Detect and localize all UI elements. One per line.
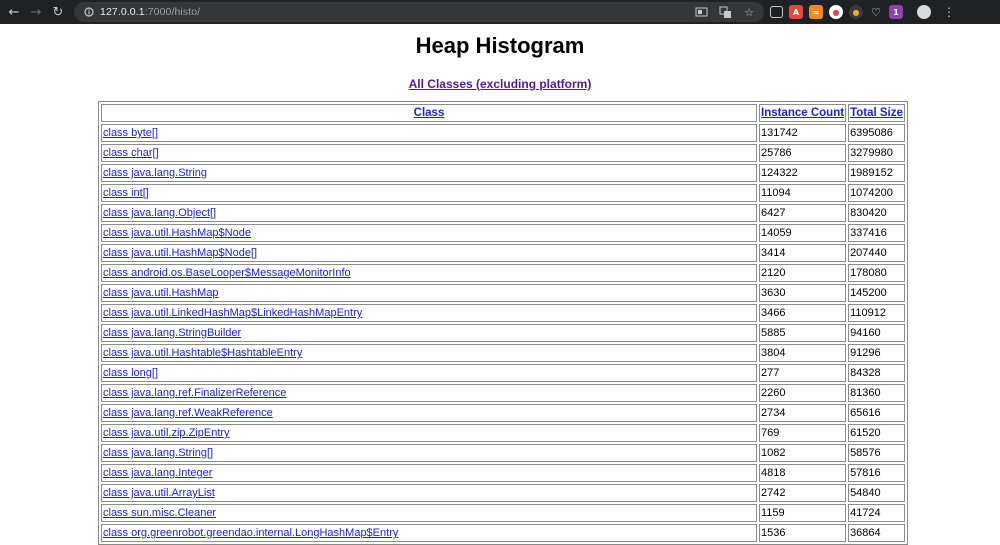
reload-icon[interactable]: ↻ (52, 4, 64, 20)
table-row (101, 404, 905, 422)
class-link[interactable]: class java.util.HashMap (103, 287, 219, 299)
instance-count-cell: 1082 (759, 444, 846, 462)
class-cell (101, 124, 757, 142)
url-path: :7000/histo/ (144, 6, 201, 18)
class-link[interactable]: class java.util.LinkedHashMap$LinkedHashMapEntry (103, 307, 363, 319)
address-bar[interactable] (74, 2, 764, 22)
table-row (101, 384, 905, 402)
instance-count-cell: 5885 (759, 324, 846, 342)
instance-count-cell: 2742 (759, 484, 846, 502)
total-size-cell: 145200 (848, 284, 905, 302)
class-cell (101, 164, 757, 182)
class-link[interactable]: class android.os.BaseLooper$MessageMonitorInfo (103, 267, 351, 279)
table-row (101, 484, 905, 502)
class-cell (101, 244, 757, 262)
instance-count-cell: 2120 (759, 264, 846, 282)
table-row (101, 364, 905, 382)
total-size-cell: 178080 (848, 264, 905, 282)
class-cell (101, 404, 757, 422)
total-size-cell: 207440 (848, 244, 905, 262)
class-cell (101, 384, 757, 402)
total-size-cell: 58576 (848, 444, 905, 462)
total-size-cell: 41724 (848, 504, 905, 522)
total-size-cell: 61520 (848, 424, 905, 442)
extensions-bar (770, 0, 953, 24)
class-link[interactable]: class org.greenrobot.greendao.internal.LongHashMap$Entry (103, 527, 399, 539)
total-size-cell: 110912 (848, 304, 905, 322)
table-row (101, 284, 905, 302)
browser-toolbar (0, 0, 1000, 24)
class-link[interactable]: class java.lang.Integer (103, 467, 213, 479)
class-link[interactable]: class java.util.Hashtable$HashtableEntry (103, 347, 303, 359)
instance-count-cell: 11094 (759, 184, 846, 202)
class-link[interactable]: class java.lang.Object[] (103, 207, 217, 219)
table-row (101, 204, 905, 222)
total-size-cell: 36864 (848, 524, 905, 542)
column-header-instance-count[interactable] (759, 104, 846, 122)
class-link[interactable]: class int[] (103, 187, 149, 199)
sort-by-count-link[interactable]: Instance Count (761, 107, 845, 119)
translate-icon[interactable] (718, 5, 732, 19)
instance-count-cell: 1536 (759, 524, 846, 542)
class-link[interactable]: class java.lang.ref.WeakReference (103, 407, 273, 419)
class-link[interactable]: class byte[] (103, 127, 159, 139)
total-size-cell: 1074200 (848, 184, 905, 202)
total-size-cell: 3279980 (848, 144, 905, 162)
total-size-cell: 65616 (848, 404, 905, 422)
total-size-cell: 81360 (848, 384, 905, 402)
table-row (101, 264, 905, 282)
ext-icon[interactable]: ♡ (869, 5, 883, 19)
url-text[interactable] (100, 6, 200, 18)
subtitle (0, 77, 1000, 91)
back-icon[interactable]: ← (8, 4, 20, 20)
table-row (101, 324, 905, 342)
class-link[interactable]: class java.lang.String[] (103, 447, 214, 459)
class-cell (101, 504, 757, 522)
rss-icon[interactable]: ≈ (809, 5, 823, 19)
instance-count-cell: 277 (759, 364, 846, 382)
page-title: Heap Histogram (415, 33, 585, 58)
class-cell (101, 464, 757, 482)
total-size-cell: 57816 (848, 464, 905, 482)
table-row (101, 304, 905, 322)
table-row (101, 524, 905, 542)
class-link[interactable]: class char[] (103, 147, 159, 159)
class-link[interactable]: class sun.misc.Cleaner (103, 507, 217, 519)
instance-count-cell: 3414 (759, 244, 846, 262)
table-row (101, 504, 905, 522)
sort-by-size-link[interactable]: Total Size (850, 107, 903, 119)
instance-count-cell: 6427 (759, 204, 846, 222)
class-link[interactable]: class java.util.zip.ZipEntry (103, 427, 230, 439)
ext-icon[interactable]: 1 (889, 5, 903, 19)
table-row (101, 184, 905, 202)
column-header-total-size[interactable] (848, 104, 905, 122)
class-cell (101, 524, 757, 542)
class-link[interactable]: class java.lang.String (103, 167, 207, 179)
ext-icon[interactable]: ● (829, 5, 843, 19)
ext-icon[interactable]: ● (849, 5, 863, 19)
class-cell (101, 204, 757, 222)
forward-icon[interactable]: → (30, 4, 42, 20)
column-header-class[interactable] (101, 104, 757, 122)
table-row (101, 344, 905, 362)
table-row (101, 124, 905, 142)
info-icon[interactable] (83, 6, 95, 18)
total-size-cell: 91296 (848, 344, 905, 362)
sort-by-class-link[interactable]: Class (413, 107, 445, 119)
class-link[interactable]: class java.util.ArrayList (103, 487, 215, 499)
instance-count-cell: 2260 (759, 384, 846, 402)
instance-count-cell: 1159 (759, 504, 846, 522)
class-cell (101, 344, 757, 362)
avatar[interactable] (917, 5, 931, 19)
class-link[interactable]: class long[] (103, 367, 159, 379)
class-cell (101, 284, 757, 302)
class-cell (101, 304, 757, 322)
kebab-menu-icon[interactable]: ⋮ (943, 5, 955, 19)
total-size-cell: 830420 (848, 204, 905, 222)
class-cell (101, 484, 757, 502)
total-size-cell: 337416 (848, 224, 905, 242)
table-row (101, 164, 905, 182)
instance-count-cell: 769 (759, 424, 846, 442)
table-row (101, 144, 905, 162)
instance-count-cell: 2734 (759, 404, 846, 422)
class-cell (101, 184, 757, 202)
table-row (101, 464, 905, 482)
url-host: 127.0.0.1 (100, 6, 145, 18)
total-size-cell: 84328 (848, 364, 905, 382)
instance-count-cell: 3630 (759, 284, 846, 302)
class-cell (101, 424, 757, 442)
instance-count-cell: 131742 (759, 124, 846, 142)
ext-icon[interactable]: A (789, 5, 803, 19)
table-header-row (101, 104, 905, 122)
class-link[interactable]: class java.util.HashMap$Node (103, 227, 251, 239)
instance-count-cell: 3466 (759, 304, 846, 322)
table-body (101, 124, 905, 542)
instance-count-cell: 4818 (759, 464, 846, 482)
table-row (101, 444, 905, 462)
instance-count-cell: 25786 (759, 144, 846, 162)
table-row (101, 244, 905, 262)
total-size-cell: 1989152 (848, 164, 905, 182)
histogram-table (98, 101, 908, 545)
class-cell (101, 144, 757, 162)
total-size-cell: 94160 (848, 324, 905, 342)
class-link[interactable]: class java.lang.ref.FinalizerReference (103, 387, 287, 399)
instance-count-cell: 124322 (759, 164, 846, 182)
cast-icon[interactable] (694, 5, 708, 19)
pocket-icon[interactable] (770, 6, 783, 18)
class-link[interactable]: class java.lang.StringBuilder (103, 327, 242, 339)
class-cell (101, 224, 757, 242)
class-cell (101, 324, 757, 342)
total-size-cell: 6395086 (848, 124, 905, 142)
instance-count-cell: 3804 (759, 344, 846, 362)
table-row (101, 224, 905, 242)
class-cell (101, 264, 757, 282)
class-cell (101, 364, 757, 382)
instance-count-cell: 14059 (759, 224, 846, 242)
table-row (101, 424, 905, 442)
star-icon[interactable]: ☆ (744, 5, 754, 19)
class-cell (101, 444, 757, 462)
class-link[interactable]: class java.util.HashMap$Node[] (103, 247, 258, 259)
total-size-cell: 54840 (848, 484, 905, 502)
all-classes-link[interactable]: All Classes (excluding platform) (408, 77, 592, 91)
